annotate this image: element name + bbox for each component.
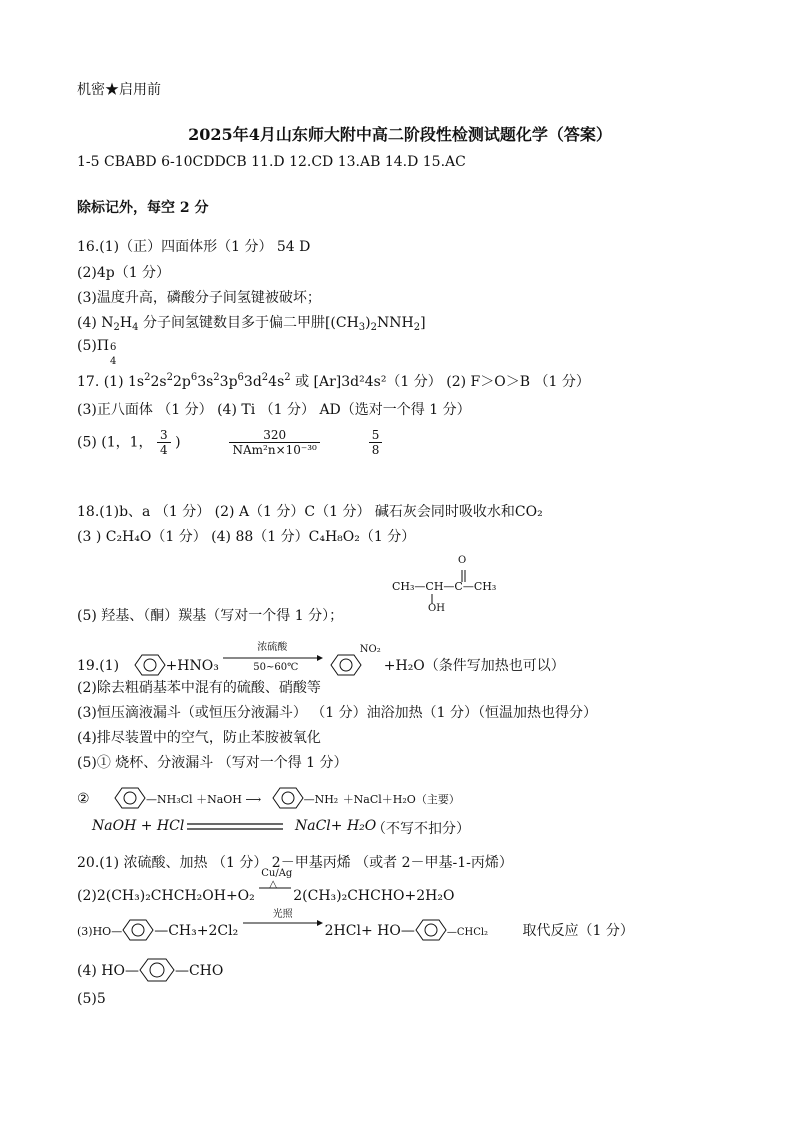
scoring-note: 除标记外，每空 2 分	[77, 200, 209, 216]
reaction-arrow: 光照	[243, 917, 325, 937]
q16-line1: 16.(1)（正）四面体形（1 分） 54 D	[77, 239, 311, 255]
q19-line1: 19.(1) +HNO₃ 浓硫酸 50~60℃ NO₂ +H₂O（条件写加热也可以）	[77, 642, 565, 674]
q20-line4: (4) HO— —CHO	[77, 958, 223, 982]
q19-line7-left: NaOH + HCl	[92, 818, 185, 834]
q20-line5: (5)5	[77, 991, 106, 1007]
nitrobenzene-icon	[330, 654, 362, 676]
structure-bonds-svg	[420, 560, 480, 610]
fraction-density: $\frac{320}{\text{NAm²n×10⁻³⁰}}$	[229, 428, 319, 457]
page-title: 2025年4月山东师大附中高二阶段性检测试题化学（答案）	[188, 125, 612, 144]
benzene-icon	[122, 919, 154, 941]
struct-chain: CH₃—CH—C—CH₃	[392, 580, 497, 593]
q19-line2: (2)除去粗硝基苯中混有的硫酸、硝酸等	[77, 680, 321, 696]
q18-line2: (3 ) C₂H₄O（1 分） (4) 88（1 分）C₄H₈O₂（1 分）	[77, 529, 416, 545]
q20-line1: 20.(1) 浓硫酸、加热 （1 分） 2－甲基丙烯 （或者 2－甲基-1-丙烯）	[77, 855, 513, 871]
equals-sign	[187, 822, 283, 832]
reaction-arrow: 浓硫酸 50~60℃	[223, 652, 325, 672]
q17-line2: (3)正八面体 （1 分） (4) Ti （1 分） AD（选对一个得 1 分）	[77, 402, 471, 418]
q20-line2: (2)2(CH₃)₂CHCH₂OH+O₂ Cu/Ag △ 2(CH₃)₂CHCHO+2H₂O	[77, 868, 455, 904]
mc-answers: 1-5 CBABD 6-10CDDCB 11.D 12.CD 13.AB 14.D 15.AC	[77, 154, 466, 170]
q16-line2: (2)4p（1 分）	[77, 265, 171, 281]
q19-line7-note: （不写不扣分）	[372, 821, 470, 837]
q20-line3: (3)HO— —CH₃+2Cl₂ 光照 2HCl+ HO— —CHCl₂ 取代反应（1 分）	[77, 909, 634, 939]
benzene-icon	[139, 958, 175, 982]
fraction-3-4: $\frac{3}{4}$	[157, 428, 171, 457]
q17-line3: (5) (1，1， $\frac{3}{4}$ ) $\frac{320}{\text{NAm²n×10⁻³⁰}}$ $\frac{5}{8}$	[77, 428, 382, 457]
q19-line3: (3)恒压滴液漏斗（或恒压分液漏斗） （1 分）油浴加热（1 分）（恒温加热也得分）	[77, 705, 597, 721]
q17-line1: 17. (1) $1s^22s^22p^63s^23p^63d^24s^2$ 或 [Ar]3d²4s²（1 分） (2) F＞O＞B （1 分）	[77, 372, 590, 390]
fraction-5-8: $\frac{5}{8}$	[369, 428, 383, 457]
benzene-icon	[272, 787, 304, 809]
q18-line3: (5) 羟基、（酮）羰基（写对一个得 1 分）；	[77, 608, 344, 624]
struct-o: O	[458, 555, 467, 566]
benzene-icon	[415, 919, 447, 941]
q18-line1: 18.(1)b、a （1 分） (2) A（1 分）C（1 分） 碱石灰会同时吸收水和CO₂	[77, 504, 543, 520]
q19-line5: (5)① 烧杯、分液漏斗 （写对一个得 1 分）	[77, 755, 348, 771]
q16-line5: (5)Π 6 4	[77, 338, 117, 367]
q19-line7-right: NaCl+ H₂O	[295, 818, 377, 834]
q19-line4: (4)排尽装置中的空气，防止苯胺被氧化	[77, 730, 321, 746]
struct-oh: OH	[428, 603, 445, 614]
benzene-icon	[134, 654, 166, 676]
confidential-label: 机密★启用前	[77, 82, 161, 98]
q19-line6: ② —NH₃Cl ＋NaOH ⟶ —NH₂ ＋NaCl＋H₂O（主要）	[77, 787, 460, 809]
q16-line4: (4) $N_2H_4$ 分子间氢键数目多于偏二甲肼$[(CH_3)_2NNH_2]$	[77, 315, 426, 333]
q16-line3: (3)温度升高，磷酸分子间氢键被破坏；	[77, 290, 321, 306]
benzene-icon	[114, 787, 146, 809]
